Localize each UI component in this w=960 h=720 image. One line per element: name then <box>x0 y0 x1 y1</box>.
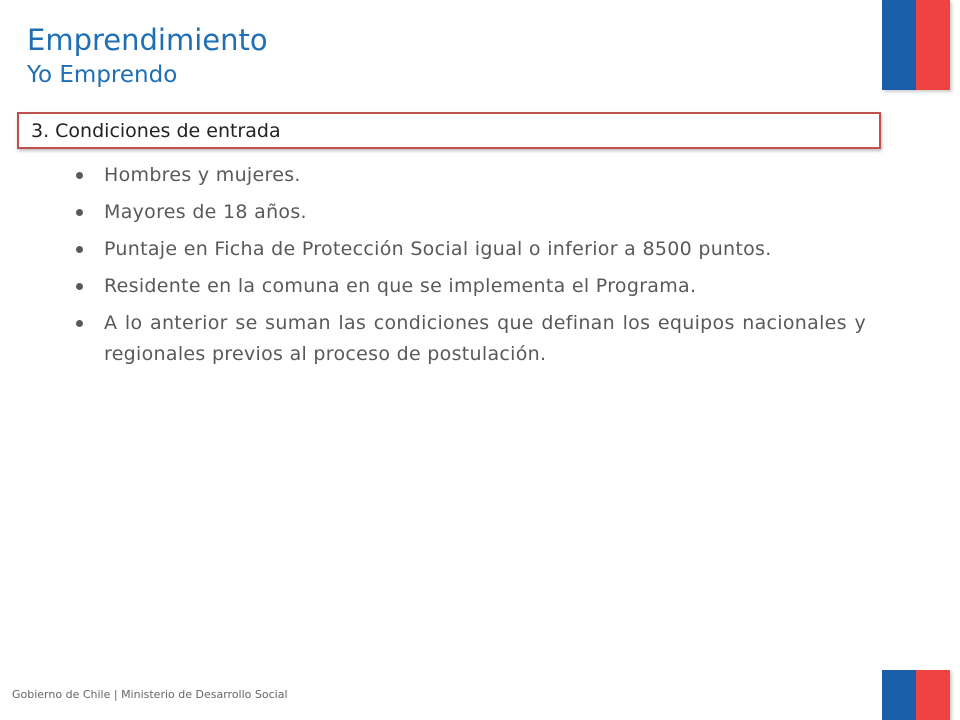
list-item <box>76 308 866 370</box>
footer-text: Gobierno de Chile | Ministerio de Desarrollo Social <box>12 688 288 701</box>
gobierno-logo-top <box>882 0 950 90</box>
list-item-text: A lo anterior se suman las condiciones que definan los equipos nacionales y regionales previos al proceso de postulación. <box>104 312 866 365</box>
bullet-dot-icon <box>76 283 83 290</box>
list-item-text: Residente en la comuna en que se implementa el Programa. <box>104 275 697 297</box>
list-item <box>76 234 866 265</box>
bullet-dot-icon <box>76 246 83 253</box>
flag-red-stripe <box>916 0 950 90</box>
slide-subtitle: Yo Emprendo <box>27 62 178 88</box>
list-item <box>76 271 866 302</box>
slide-title: Emprendimiento <box>27 23 268 57</box>
list-item-text: Hombres y mujeres. <box>104 164 301 186</box>
list-item-text: Puntaje en Ficha de Protección Social igual o inferior a 8500 puntos. <box>104 238 772 260</box>
section-header-box <box>17 112 881 149</box>
section-label: 3. Condiciones de entrada <box>31 120 281 142</box>
conditions-list <box>76 160 866 376</box>
gobierno-logo-bottom <box>882 670 950 720</box>
bullet-dot-icon <box>76 172 83 179</box>
list-item <box>76 197 866 228</box>
list-item-text: Mayores de 18 años. <box>104 201 307 223</box>
flag-blue-stripe <box>882 0 916 90</box>
flag-red-stripe <box>916 670 950 720</box>
flag-blue-stripe <box>882 670 916 720</box>
bullet-dot-icon <box>76 320 83 327</box>
list-item <box>76 160 866 191</box>
bullet-dot-icon <box>76 209 83 216</box>
